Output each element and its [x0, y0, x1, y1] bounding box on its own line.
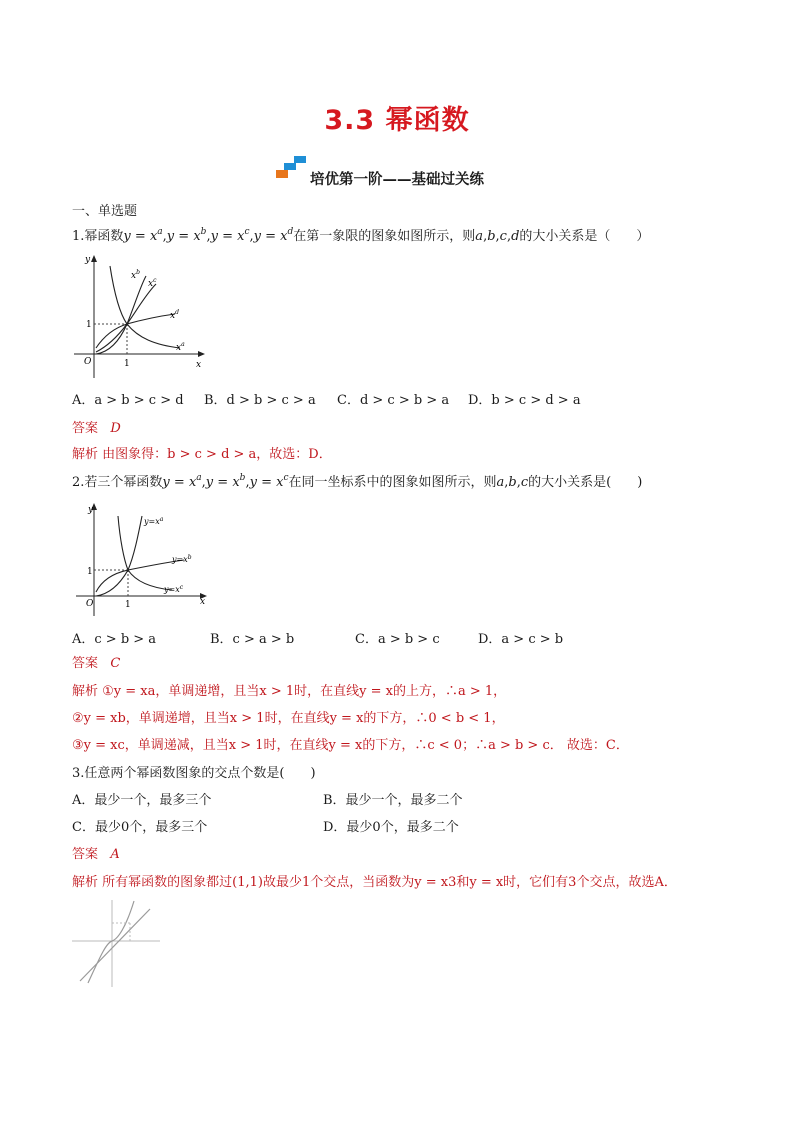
q1-option-b: B．d > b > c > a	[204, 393, 316, 408]
section-subtitle: 培优第一阶——基础过关练	[310, 172, 484, 188]
q1-option-d: D．b > c > d > a	[468, 393, 581, 408]
svg-text:xa: $x^a$	[176, 341, 185, 353]
q1-option-c: C．d > c > b > a	[337, 393, 450, 408]
svg-text:y=xa: $y=x^a$	[144, 516, 164, 526]
q2-analysis-line2: ②y = xb，单调递增，且当x > 1时，在直线y = x的下方，∴0 < b < 1，	[72, 711, 505, 726]
q3-option-b: B．最少一个，最多二个	[323, 793, 463, 808]
q3-analysis: 解析 所有幂函数的图象都过(1,1)故最少1个交点，当函数为y = x3和y = x时，它们有3个交点，故选A．	[72, 875, 677, 890]
q1-answer: 答案 D	[72, 421, 121, 436]
q1-axis-x: x	[196, 360, 202, 370]
q3-graph	[70, 897, 165, 989]
q1-origin: O	[84, 357, 92, 367]
q3-answer: 答案 A	[72, 847, 120, 862]
q1-analysis: 解析 由图象得：b > c > d > a，故选：D．	[72, 447, 332, 462]
svg-text:y=xc: $y=x^c$	[164, 584, 184, 594]
q2-axis-x: x	[200, 597, 206, 607]
section-heading: 一、单选题	[72, 204, 138, 219]
q2-stem: 2.若三个幂函数$y = x^a,y = x^b,y = x^c$在同一坐标系中的图象如图所示，则a,b,c的大小关系是( )	[72, 473, 643, 490]
stairs-icon	[274, 154, 308, 180]
q3-stem: 3.任意两个幂函数图象的交点个数是( )	[72, 766, 316, 781]
q1-one-y: 1	[86, 320, 92, 330]
q3-option-c: C．最少0个，最多三个	[72, 820, 208, 835]
q3-option-a: A．最少一个，最多三个	[72, 793, 212, 808]
q2-one-y: 1	[87, 567, 93, 577]
svg-text:y=xb: $y=x^b$	[172, 554, 192, 564]
q2-axis-y: y	[88, 505, 94, 515]
q1-axis-y: y	[85, 255, 91, 265]
q3-option-d: D．最少0个，最多二个	[323, 820, 459, 835]
svg-text:xc: $x^c$	[148, 277, 157, 289]
q2-option-d: D．a > c > b	[478, 632, 564, 647]
q2-analysis-line3: ③y = xc，单调递减，且当x > 1时，在直线y = x的下方，∴c < 0；∴a > b > c． 故选：C．	[72, 738, 629, 753]
q2-option-b: B．c > a > b	[210, 632, 295, 647]
svg-text:xd: $x^d$	[170, 309, 179, 321]
q2-option-a: A．c > b > a	[72, 632, 157, 647]
q2-option-c: C．a > b > c	[355, 632, 440, 647]
svg-text:xb: $x^b$	[131, 269, 140, 281]
q1-graph	[70, 252, 210, 382]
q1-stem: 1.幂函数$y = x^a,y = x^b,y = x^c,y = x^d$在第一象限的图象如图所示，则a,b,c,d的大小关系是（ ）	[72, 227, 650, 244]
q2-analysis: 解析 ①y = xa，单调递增，且当x > 1时，在直线y = x的上方，∴a > 1，	[72, 684, 507, 699]
q2-graph	[72, 500, 212, 620]
q2-one-x: 1	[125, 600, 131, 610]
q1-one-x: 1	[124, 359, 130, 369]
q1-option-a: A．a > b > c > d	[72, 393, 184, 408]
q2-origin: O	[86, 599, 94, 609]
q2-answer: 答案 C	[72, 656, 121, 671]
page-title: 3.3 幂函数	[324, 105, 470, 136]
